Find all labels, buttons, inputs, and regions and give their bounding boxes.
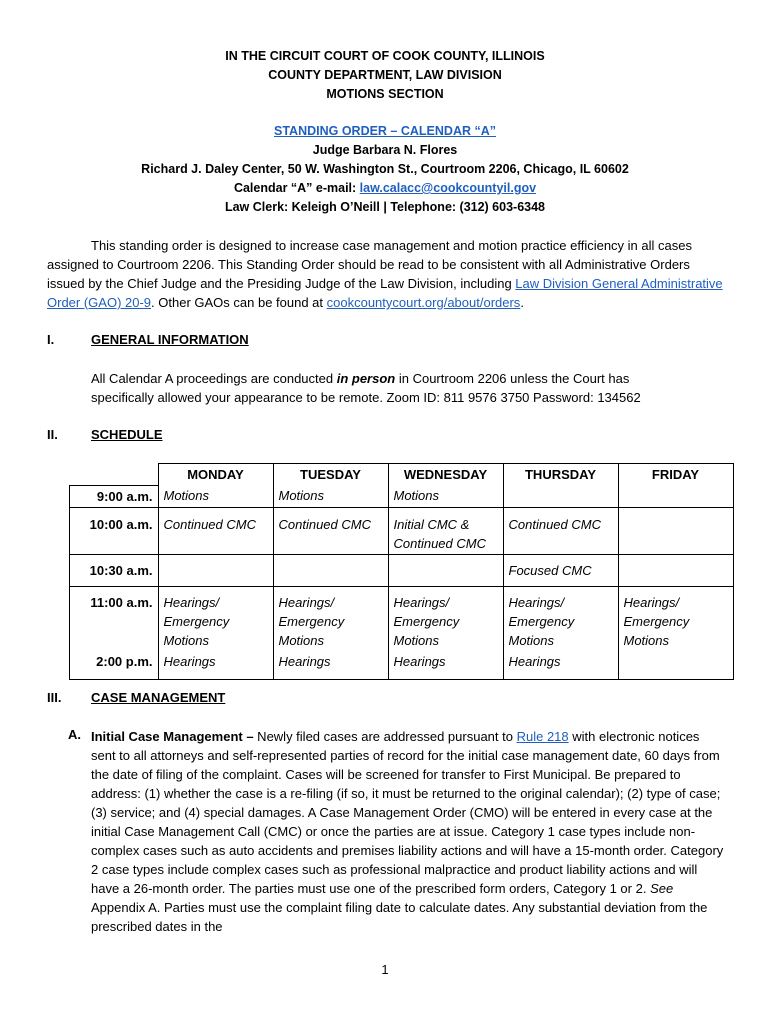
schedule-cell: Hearings [388, 651, 503, 680]
orders-link[interactable]: cookcountycourt.org/about/orders [326, 295, 521, 310]
schedule-cell [618, 485, 733, 507]
email-label: Calendar “A” e-mail: [233, 181, 360, 195]
item-a-text-3: Appendix A. Parties must use the complaint filing date to calculate dates. Any substantial deviation from the prescribed dates in the [91, 900, 708, 934]
day-header: MONDAY [158, 464, 273, 486]
schedule-header-row [70, 464, 734, 486]
general-info-text-b: in Courtroom 2206 unless the Court has specifically allowed your appearance to be remote. Zoom ID: 811 9576 3750 Password: 134562 [91, 371, 641, 405]
court-name: IN THE CIRCUIT COURT OF COOK COUNTY, ILLINOIS [225, 49, 545, 63]
schedule-cell: Hearings/ Emergency Motions [388, 586, 503, 651]
in-person-emphasis: in person [336, 371, 396, 386]
schedule-cell [388, 554, 503, 586]
time-cell: 10:30 a.m. [70, 554, 159, 586]
schedule-cell: Hearings/ Emergency Motions [158, 586, 273, 651]
schedule-row [70, 485, 734, 507]
general-info-text-a: All Calendar A proceedings are conducted [91, 371, 337, 386]
section-2-number: II. [47, 427, 58, 442]
calendar-email-line [0, 179, 770, 197]
time-cell: 11:00 a.m. [70, 586, 159, 651]
gao-link[interactable]: Law Division General Administrative Order (GAO) 20-9 [47, 276, 723, 310]
section-2-title: SCHEDULE [91, 427, 163, 442]
judge-name: Judge Barbara N. Flores [312, 143, 458, 157]
schedule-row [70, 554, 734, 586]
schedule-cell [273, 554, 388, 586]
day-header: TUESDAY [273, 464, 388, 486]
schedule-cell: Hearings/ Emergency Motions [618, 586, 733, 651]
item-a-text-2: with electronic notices sent to all attorneys and self-represented parties of record for the initial case management date, 60 days from the date of filing of the complaint. Cases will be screened for transfer to First Municipal. Be prepared to address: (1) whether the case is a re-filing (if so, it must be returned to the original calendar); (2) type of case; (3) service; and (4) special damages. A Case Management Order (CMO) will be entered in every case at the initial Case Management Call (CMC) or once the parties are at issue. Category 1 case types include non-complex cases such as auto accidents and premises liability actions and will have a 15-month order. Category 2 case types include complex cases such as professional malpractice and product liability actions and will have a 26-month order. The parties must use one of the prescribed form orders, Category 1 or 2. [91, 729, 724, 896]
item-a-see: See [650, 881, 674, 896]
schedule-cell [158, 554, 273, 586]
section-3-number: III. [47, 690, 62, 705]
section-1-number: I. [47, 332, 55, 347]
day-header: THURSDAY [503, 464, 618, 486]
schedule-cell: Hearings [273, 651, 388, 680]
intro-text-1: This standing order is designed to increase case management and motion practice efficiency in all cases assigned to Courtroom 2206. This Standing Order should be read to be consistent with all Administrative Orders issued by the Chief Judge and the Presiding Judge of the Law Division, including [47, 238, 692, 291]
schedule-cell [618, 507, 733, 554]
email-link[interactable]: law.calacc@cookcountyil.gov [359, 181, 537, 195]
order-title-link[interactable]: STANDING ORDER – CALENDAR “A” [274, 124, 496, 138]
order-title [0, 122, 770, 140]
schedule-row [70, 507, 734, 554]
department-name: COUNTY DEPARTMENT, LAW DIVISION [268, 68, 502, 82]
schedule-cell: Motions [388, 485, 503, 507]
time-cell: 10:00 a.m. [70, 507, 159, 554]
section-name: MOTIONS SECTION [326, 87, 444, 101]
schedule-cell: Hearings/ Emergency Motions [503, 586, 618, 651]
schedule-cell: Continued CMC [273, 507, 388, 554]
schedule-cell: Motions [158, 485, 273, 507]
rule-218-link[interactable]: Rule 218 [516, 729, 569, 744]
schedule-cell: Hearings [158, 651, 273, 680]
schedule-row [70, 586, 734, 651]
schedule-cell: Hearings [503, 651, 618, 680]
schedule-corner [70, 464, 159, 486]
schedule-cell [618, 651, 733, 680]
schedule-cell: Focused CMC [503, 554, 618, 586]
schedule-cell: Continued CMC [158, 507, 273, 554]
schedule-row [70, 651, 734, 680]
schedule-cell: Motions [273, 485, 388, 507]
day-header: FRIDAY [618, 464, 733, 486]
intro-text-3: . [520, 295, 524, 310]
schedule-cell: Continued CMC [503, 507, 618, 554]
general-info-paragraph [91, 369, 691, 407]
item-a-label: A. [68, 727, 81, 742]
court-address: Richard J. Daley Center, 50 W. Washington St., Courtroom 2206, Chicago, IL 60602 [141, 162, 629, 176]
item-a-title: Initial Case Management – [91, 729, 254, 744]
item-a-paragraph [91, 727, 727, 936]
time-cell: 2:00 p.m. [70, 651, 159, 680]
day-header: WEDNESDAY [388, 464, 503, 486]
item-a-text-1: Newly filed cases are addressed pursuant to [253, 729, 517, 744]
time-cell: 9:00 a.m. [70, 485, 159, 507]
schedule-cell: Initial CMC & Continued CMC [388, 507, 503, 554]
schedule-cell [503, 485, 618, 507]
law-clerk-line: Law Clerk: Keleigh O’Neill | Telephone: (312) 603-6348 [224, 200, 546, 214]
section-3-title: CASE MANAGEMENT [91, 690, 226, 705]
page-number: 1 [381, 962, 389, 977]
schedule-cell: Hearings/ Emergency Motions [273, 586, 388, 651]
schedule-cell [618, 554, 733, 586]
schedule-table [69, 463, 734, 680]
section-1-title: GENERAL INFORMATION [91, 332, 249, 347]
intro-text-2: . Other GAOs can be found at [151, 295, 327, 310]
intro-paragraph [47, 236, 727, 312]
